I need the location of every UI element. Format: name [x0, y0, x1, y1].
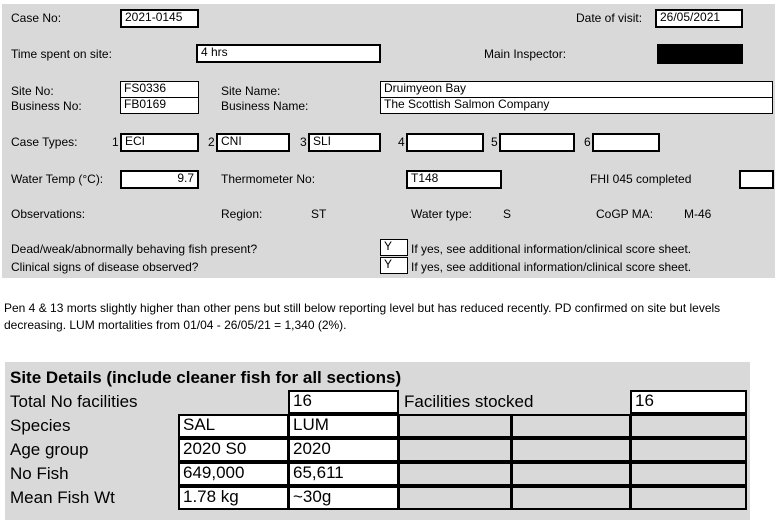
no-fish-cell-3[interactable]: [398, 462, 512, 486]
water-temp-field[interactable]: 9.7: [120, 170, 199, 189]
case-type-2-field[interactable]: CNI: [216, 133, 290, 152]
mean-fish-wt-cell-1[interactable]: 1.78 kg: [178, 486, 289, 510]
water-type-value: S: [503, 207, 512, 221]
disease-question: Clinical signs of disease observed?: [11, 260, 199, 274]
observation-notes: Pen 4 & 13 morts slightly higher than other pens but still below reporting level but has reduced recently. PD confirmed on site but levels decreasing. LUM mortalities from 01/04 - 26/05/21 = 1,340 (2%).: [4, 301, 721, 332]
case-type-3-field[interactable]: SLI: [308, 133, 381, 152]
case-type-5-num: 5: [491, 135, 498, 149]
species-cell-2[interactable]: LUM: [288, 414, 399, 438]
date-of-visit-label: Date of visit:: [576, 11, 643, 25]
site-name-label: Site Name:: [221, 84, 281, 98]
time-on-site-label: Time spent on site:: [11, 47, 112, 61]
disease-note: If yes, see additional information/clinical score sheet.: [411, 260, 692, 274]
site-name-field[interactable]: Druimyeon Bay: [380, 81, 773, 98]
time-on-site-field[interactable]: 4 hrs: [196, 44, 381, 63]
case-type-4-num: 4: [398, 135, 405, 149]
mean-fish-wt-cell-2[interactable]: ~30g: [288, 486, 399, 510]
cogp-ma-value: M-46: [684, 207, 712, 221]
age-group-cell-3[interactable]: [398, 438, 512, 462]
site-details-title: Site Details (include cleaner fish for all sections): [10, 368, 402, 387]
observations-label: Observations:: [11, 207, 86, 221]
case-no-field[interactable]: 2021-0145: [120, 9, 199, 28]
region-value: ST: [311, 207, 327, 221]
thermometer-label: Thermometer No:: [221, 172, 316, 186]
mean-fish-wt-cell-3[interactable]: [398, 486, 512, 510]
case-type-5-field[interactable]: [499, 133, 575, 152]
business-no-field[interactable]: FB0169: [120, 97, 199, 114]
mean-fish-wt-label: Mean Fish Wt: [10, 488, 115, 507]
species-label: Species: [10, 416, 71, 435]
facilities-stocked-label: Facilities stocked: [404, 392, 534, 411]
species-cell-4[interactable]: [511, 414, 631, 438]
main-inspector-label: Main Inspector:: [484, 47, 567, 61]
thermometer-field[interactable]: T148: [406, 170, 502, 189]
case-type-1-field[interactable]: ECI: [120, 133, 199, 152]
business-no-label: Business No:: [11, 99, 82, 113]
case-type-1-num: 1: [112, 135, 119, 149]
dead-fish-question: Dead/weak/abnormally behaving fish present?: [11, 242, 258, 256]
species-cell-5[interactable]: [630, 414, 747, 438]
no-fish-cell-5[interactable]: [630, 462, 747, 486]
species-cell-3[interactable]: [398, 414, 512, 438]
case-types-label: Case Types:: [11, 135, 78, 149]
facilities-stocked-value[interactable]: 16: [630, 390, 747, 414]
disease-answer[interactable]: Y: [380, 257, 408, 274]
water-type-label: Water type:: [411, 207, 472, 221]
total-facilities-label: Total No facilities: [10, 392, 138, 411]
business-name-label: Business Name:: [221, 99, 309, 113]
case-no-label: Case No:: [11, 11, 62, 25]
case-type-6-field[interactable]: [592, 133, 660, 152]
case-type-6-num: 6: [584, 135, 591, 149]
site-no-label: Site No:: [11, 84, 54, 98]
dead-fish-note: If yes, see additional information/clinical score sheet.: [411, 242, 692, 256]
mean-fish-wt-cell-4[interactable]: [511, 486, 631, 510]
main-inspector-redacted: [657, 44, 743, 64]
no-fish-cell-4[interactable]: [511, 462, 631, 486]
region-label: Region:: [221, 207, 263, 221]
age-group-cell-2[interactable]: 2020: [288, 438, 399, 462]
fhi-045-field[interactable]: [739, 170, 774, 189]
site-no-field[interactable]: FS0336: [120, 81, 199, 98]
date-of-visit-field[interactable]: 26/05/2021: [655, 9, 743, 28]
total-facilities-value[interactable]: 16: [288, 390, 399, 414]
case-type-2-num: 2: [208, 135, 215, 149]
no-fish-cell-2[interactable]: 65,611: [288, 462, 399, 486]
case-type-4-field[interactable]: [406, 133, 484, 152]
no-fish-cell-1[interactable]: 649,000: [178, 462, 289, 486]
age-group-cell-5[interactable]: [630, 438, 747, 462]
water-temp-label: Water Temp (°C):: [11, 172, 104, 186]
business-name-field[interactable]: The Scottish Salmon Company: [380, 97, 773, 114]
cogp-ma-label: CoGP MA:: [596, 207, 654, 221]
species-cell-1[interactable]: SAL: [178, 414, 289, 438]
age-group-cell-1[interactable]: 2020 S0: [178, 438, 289, 462]
age-group-label: Age group: [10, 440, 89, 459]
dead-fish-answer[interactable]: Y: [380, 239, 408, 256]
case-type-3-num: 3: [300, 135, 307, 149]
no-fish-label: No Fish: [10, 464, 69, 483]
fhi-045-label: FHI 045 completed: [590, 172, 692, 186]
age-group-cell-4[interactable]: [511, 438, 631, 462]
mean-fish-wt-cell-5[interactable]: [630, 486, 747, 510]
